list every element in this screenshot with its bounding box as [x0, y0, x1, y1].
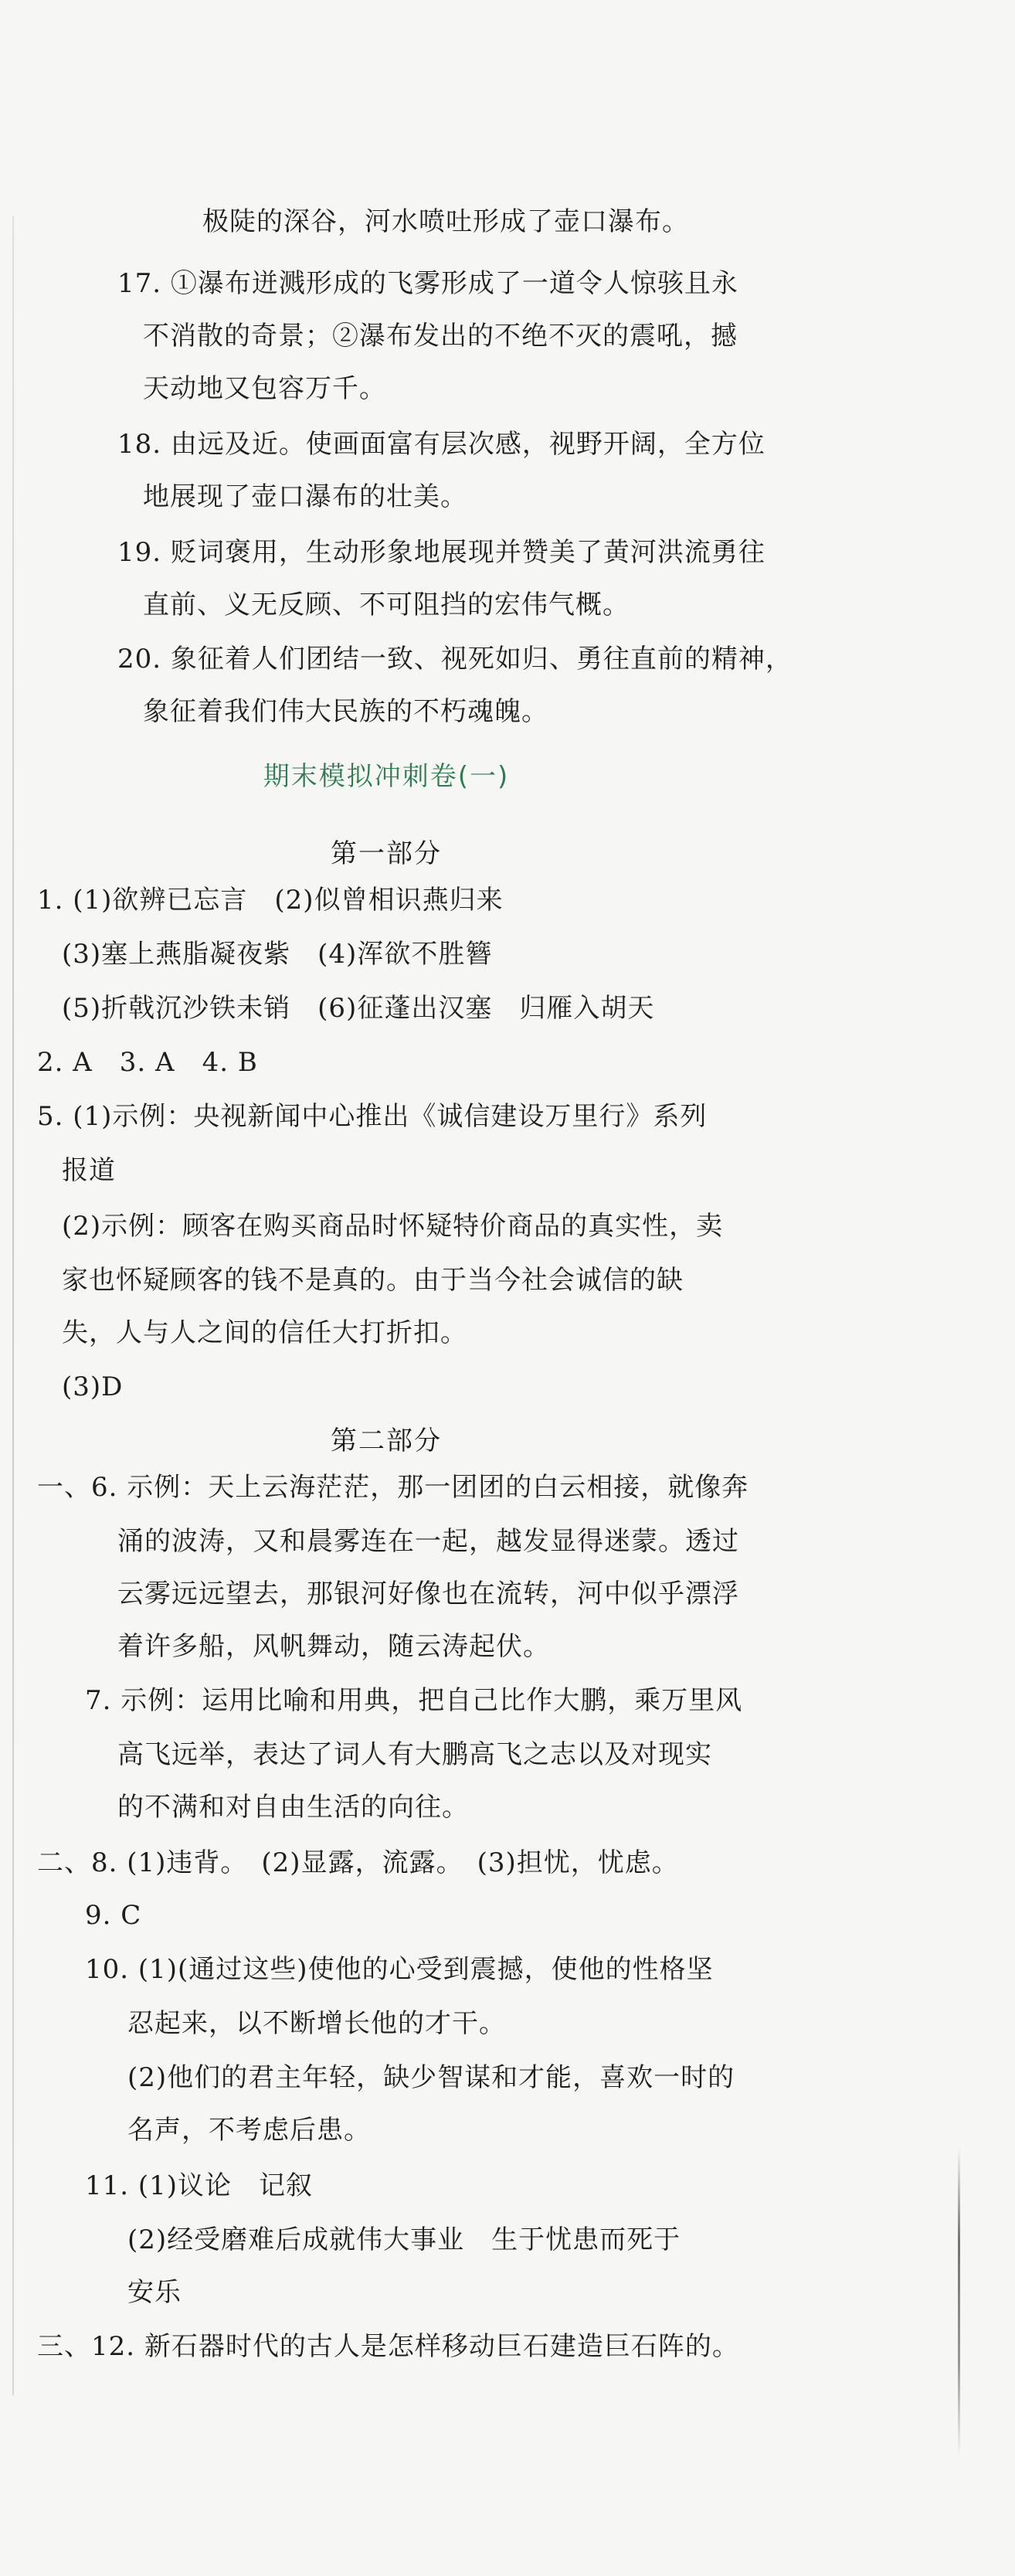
answer-line: 17. ①瀑布迸溅形成的飞雾形成了一道令人惊骇且永 — [117, 268, 738, 299]
answer-line: 7. 示例：运用比喻和用典，把自己比作大鹏，乘万里风 — [85, 1685, 743, 1716]
answer-line: 高飞远举，表达了词人有大鹏高飞之志以及对现实 — [117, 1739, 712, 1770]
answer-line: 安乐 — [127, 2277, 182, 2308]
scan-edge-mark — [958, 2148, 960, 2457]
answer-line: 云雾远远望去，那银河好像也在流转，河中似乎漂浮 — [117, 1579, 739, 1609]
answer-line: 报道 — [62, 1155, 116, 1186]
answer-line: (5)折戟沉沙铁未销 (6)征蓬出汉塞 归雁入胡天 — [62, 993, 655, 1024]
answer-line: 一、6. 示例：天上云海茫茫，那一团团的白云相接，就像奔 — [37, 1472, 749, 1503]
answer-line: 19. 贬词褒用，生动形象地展现并赞美了黄河洪流勇往 — [117, 537, 765, 568]
answer-line: 涌的波涛，又和晨雾连在一起，越发显得迷蒙。透过 — [117, 1526, 739, 1557]
answer-line: 1. (1)欲辨已忘言 (2)似曾相识燕归来 — [37, 885, 504, 916]
answer-line: 20. 象征着人们团结一致、视死如归、勇往直前的精神， — [117, 644, 793, 675]
answer-line: 9. C — [85, 1900, 142, 1931]
answer-line: (3)D — [62, 1371, 124, 1402]
answer-line: 着许多船，风帆舞动，随云涛起伏。 — [117, 1631, 550, 1662]
answer-line: 11. (1)议论 记叙 — [85, 2170, 314, 2201]
answer-line: 不消散的奇景；②瀑布发出的不绝不灭的震吼，撼 — [143, 321, 738, 352]
answer-line: 直前、义无反顾、不可阻挡的宏伟气概。 — [143, 590, 630, 620]
part-one-heading: 第一部分 — [331, 838, 442, 869]
answer-line: 失，人与人之间的信任大打折扣。 — [62, 1317, 467, 1348]
answer-line: 地展现了壶口瀑布的壮美。 — [143, 481, 467, 512]
answer-line: 二、8. (1)违背。 (2)显露，流露。 (3)担忧，忧虑。 — [37, 1847, 679, 1878]
answer-line: 三、12. 新石器时代的古人是怎样移动巨石建造巨石阵的。 — [37, 2331, 739, 2362]
answer-line: 的不满和对自由生活的向往。 — [117, 1792, 469, 1823]
answer-line: (2)示例：顾客在购买商品时怀疑特价商品的真实性，卖 — [62, 1211, 724, 1242]
answer-line: 5. (1)示例：央视新闻中心推出《诚信建设万里行》系列 — [37, 1101, 708, 1132]
answer-line: 家也怀疑顾客的钱不是真的。由于当今社会诚信的缺 — [62, 1265, 684, 1296]
answer-line: 天动地又包容万千。 — [143, 373, 386, 404]
answer-line: 象征着我们伟大民族的不朽魂魄。 — [143, 696, 548, 727]
answer-line: (2)经受磨难后成就伟大事业 生于忧患而死于 — [127, 2224, 681, 2255]
answer-line: (2)他们的君主年轻，缺少智谋和才能，喜欢一时的 — [127, 2062, 735, 2093]
binding-edge-line — [12, 216, 14, 2395]
exam-title: 期末模拟冲刺卷(一) — [263, 761, 510, 792]
answer-line: 忍起来，以不断增长他的才干。 — [127, 2008, 506, 2039]
answer-line: (3)塞上燕脂凝夜紫 (4)浑欲不胜簪 — [62, 939, 493, 970]
answer-line: 10. (1)(通过这些)使他的心受到震撼，使他的性格坚 — [85, 1954, 714, 1985]
answer-line: 18. 由远及近。使画面富有层次感，视野开阔，全方位 — [117, 429, 765, 460]
answer-line: 名声，不考虑后患。 — [127, 2115, 371, 2146]
part-two-heading: 第二部分 — [331, 1426, 442, 1456]
answer-line: 2. A 3. A 4. B — [37, 1047, 258, 1078]
answer-line: 极陡的深谷，河水喷吐形成了壶口瀑布。 — [202, 206, 689, 237]
